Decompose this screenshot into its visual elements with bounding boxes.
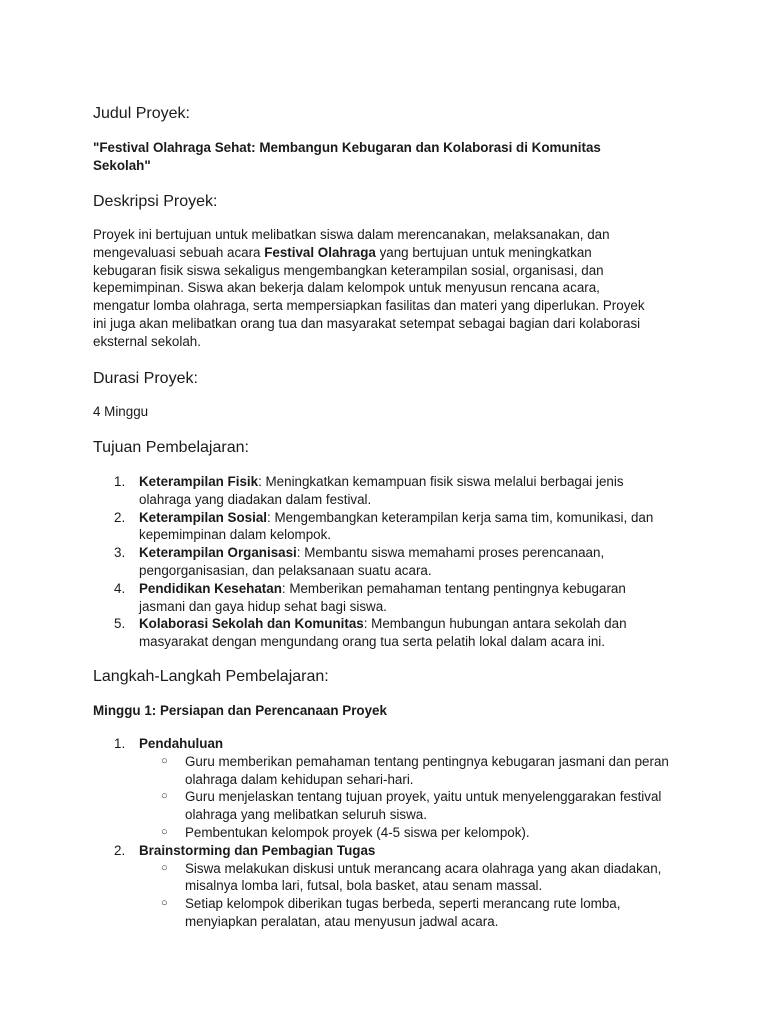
item-title: Keterampilan Sosial (139, 509, 268, 525)
sub-item (139, 895, 673, 931)
sub-item (139, 788, 673, 824)
list-item (93, 735, 673, 842)
list-number: 1. (114, 736, 126, 751)
sub-item-text: Setiap kelompok diberikan tugas berbeda, seperti merancang rute lomba, menyiapkan peralatan, atau menyusun jadwal acara. (185, 896, 621, 929)
tujuan-list (93, 473, 673, 651)
item-text: : Meningkatkan kemampuan fisik siswa melalui berbagai jenis olahraga yang diadakan dalam festival. (139, 474, 624, 507)
durasi-heading: Durasi Proyek: (93, 370, 198, 387)
list-item (93, 842, 673, 931)
item-title: Keterampilan Organisasi (139, 545, 297, 561)
list-number: 3. (114, 545, 126, 561)
list-number: 4. (114, 580, 126, 596)
sub-item-text: Guru menjelaskan tentang tujuan proyek, yaitu untuk menyelenggarakan festival olahraga yang melibatkan seluruh siswa. (185, 789, 662, 823)
deskripsi-part2: yang bertujuan untuk meningkatkan kebugaran fisik siswa sekaligus mengembangkan keterampilan sosial, organisasi, dan kepemimpinan. Siswa akan bekerja dalam kelompok untuk menyusun rencana acara, mengatur lomba olahraga, serta mempersiapkan fasilitas dan materi yang diperlukan. Proyek ini juga akan melibatkan orang tua dan masyarakat setempat sebagai bagian dari kolaborasi eksternal sekolah. (93, 244, 645, 349)
list-number: 5. (114, 616, 126, 632)
sub-item-text: Siswa melakukan diskusi untuk merancang acara olahraga yang akan diadakan, misalnya lomba lari, futsal, bola basket, atau senam massal. (185, 860, 662, 894)
deskripsi-paragraph (93, 226, 658, 351)
step-title: Brainstorming dan Pembagian Tugas (139, 842, 376, 858)
deskripsi-bold: Festival Olahraga (264, 244, 376, 260)
item-title: Keterampilan Fisik (139, 474, 259, 489)
item-title: Kolaborasi Sekolah dan Komunitas (139, 616, 364, 632)
circle-bullet-icon: ○ (161, 754, 168, 767)
deskripsi-heading: Deskripsi Proyek: (93, 193, 218, 210)
sub-item (139, 824, 673, 842)
list-number: 2. (114, 509, 126, 525)
minggu1-steps (93, 735, 673, 931)
deskripsi-part1: Proyek ini bertujuan untuk melibatkan siswa dalam merencanakan, melaksanakan, dan mengevaluasi sebuah acara (93, 227, 610, 260)
item-text: : Memberikan pemahaman tentang pentingnya kebugaran jasmani dan gaya hidup sehat bagi siswa. (139, 580, 626, 614)
circle-bullet-icon: ○ (161, 897, 168, 910)
list-item (93, 544, 673, 580)
list-item (93, 580, 673, 616)
sub-item (139, 860, 673, 896)
list-number: 1. (114, 474, 126, 489)
tujuan-heading: Tujuan Pembelajaran: (93, 439, 249, 456)
step-title: Pendahuluan (139, 736, 224, 751)
item-text: : Membangun hubungan antara sekolah dan masyarakat dengan mengundang orang tua serta pelatih lokal dalam acara ini. (139, 616, 627, 650)
sub-item-text: Pembentukan kelompok proyek (4-5 siswa per kelompok). (185, 824, 530, 840)
circle-bullet-icon: ○ (161, 861, 168, 874)
langkah-heading: Langkah-Langkah Pembelajaran: (93, 668, 329, 685)
item-text: : Membantu siswa memahami proses perencanaan, pengorganisasian, dan pelaksanaan suatu acara. (139, 545, 605, 578)
sub-list (139, 860, 673, 931)
minggu1-heading: Minggu 1: Persiapan dan Perencanaan Proyek (93, 703, 387, 718)
item-text: : Mengembangkan keterampilan kerja sama tim, komunikasi, dan kepemimpinan dalam kelompok. (139, 509, 654, 543)
sub-list (139, 753, 673, 842)
judul-heading: Judul Proyek: (93, 105, 190, 122)
item-title: Pendidikan Kesehatan (139, 580, 282, 596)
circle-bullet-icon: ○ (161, 825, 168, 838)
judul-text: "Festival Olahraga Sehat: Membangun Kebugaran dan Kolaborasi di Komunitas Sekolah" (93, 140, 601, 173)
durasi-value: 4 Minggu (93, 404, 149, 419)
sub-item (139, 753, 673, 789)
list-item (93, 615, 673, 651)
list-item (93, 473, 673, 509)
list-item (93, 509, 673, 545)
list-number: 2. (114, 842, 126, 858)
circle-bullet-icon: ○ (161, 790, 168, 803)
sub-item-text: Guru memberikan pemahaman tentang pentingnya kebugaran jasmani dan peran olahraga dalam kehidupan sehari-hari. (185, 753, 669, 787)
